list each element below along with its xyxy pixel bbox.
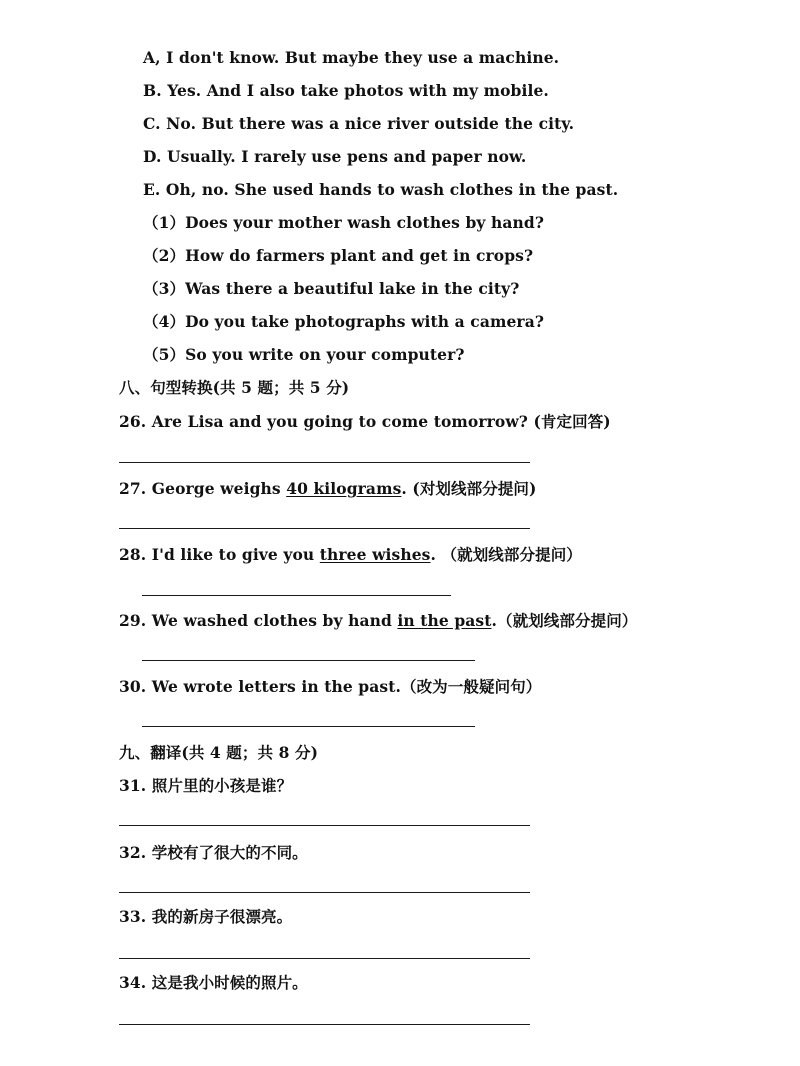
question-28 — [119, 545, 582, 565]
answer-line-31[interactable] — [119, 825, 530, 826]
matching-question-2: （2）How do farmers plant and get in crops? — [143, 246, 534, 265]
question-26-text: Are Lisa and you going to come tomorrow? (肯定回答) — [151, 412, 611, 431]
matching-question-3: （3）Was there a beautiful lake in the city? — [143, 279, 520, 298]
question-31-number: 31. — [119, 776, 147, 795]
question-34-number: 34. — [119, 973, 147, 992]
matching-question-4: （4）Do you take photographs with a camera? — [143, 312, 545, 331]
option-b: B. Yes. And I also take photos with my mobile. — [143, 81, 549, 100]
answer-line-30[interactable] — [142, 726, 475, 727]
question-29-number: 29. — [119, 611, 147, 630]
question-28-text-pre: I'd like to give you — [151, 545, 320, 564]
matching-question-5: （5）So you write on your computer? — [143, 345, 465, 364]
question-27-text-post: . (对划线部分提问) — [401, 479, 537, 498]
option-c: C. No. But there was a nice river outside the city. — [143, 114, 575, 133]
question-27 — [119, 479, 536, 499]
question-32-text: 学校有了很大的不同。 — [151, 843, 308, 862]
answer-line-26[interactable] — [119, 462, 530, 463]
question-28-underlined: three wishes — [319, 545, 431, 564]
option-d: D. Usually. I rarely use pens and paper now. — [143, 147, 527, 166]
question-30 — [119, 677, 541, 697]
question-31 — [119, 776, 292, 796]
question-34 — [119, 973, 308, 993]
question-29-text-post: .（就划线部分提问） — [491, 611, 638, 630]
question-30-number: 30. — [119, 677, 147, 696]
question-29-underlined: in the past — [397, 611, 492, 630]
question-33 — [119, 907, 292, 927]
question-32-number: 32. — [119, 843, 147, 862]
question-29 — [119, 611, 637, 631]
question-27-number: 27. — [119, 479, 147, 498]
answer-line-29[interactable] — [142, 660, 475, 661]
answer-line-32[interactable] — [119, 892, 530, 893]
section-9-title: 九、翻译(共 4 题；共 8 分) — [119, 743, 319, 762]
question-27-underlined: 40 kilograms — [286, 479, 402, 498]
section-8-title: 八、句型转换(共 5 题；共 5 分) — [119, 378, 350, 397]
matching-question-1: （1）Does your mother wash clothes by hand? — [143, 213, 545, 232]
answer-line-34[interactable] — [119, 1024, 530, 1025]
question-34-text: 这是我小时候的照片。 — [151, 973, 308, 992]
question-26-number: 26. — [119, 412, 147, 431]
question-27-text-pre: George weighs — [151, 479, 287, 498]
answer-line-33[interactable] — [119, 958, 530, 959]
question-32 — [119, 843, 308, 863]
option-a: A, I don't know. But maybe they use a machine. — [143, 48, 560, 67]
question-28-number: 28. — [119, 545, 147, 564]
question-33-text: 我的新房子很漂亮。 — [151, 907, 293, 926]
question-28-text-post: . （就划线部分提问） — [430, 545, 582, 564]
question-30-text: We wrote letters in the past.（改为一般疑问句） — [151, 677, 542, 696]
answer-line-27[interactable] — [119, 528, 530, 529]
question-26 — [119, 412, 611, 432]
answer-line-28[interactable] — [142, 595, 451, 596]
question-31-text: 照片里的小孩是谁？ — [151, 776, 293, 795]
question-33-number: 33. — [119, 907, 147, 926]
option-e: E. Oh, no. She used hands to wash clothes in the past. — [143, 180, 619, 199]
question-29-text-pre: We washed clothes by hand — [151, 611, 398, 630]
